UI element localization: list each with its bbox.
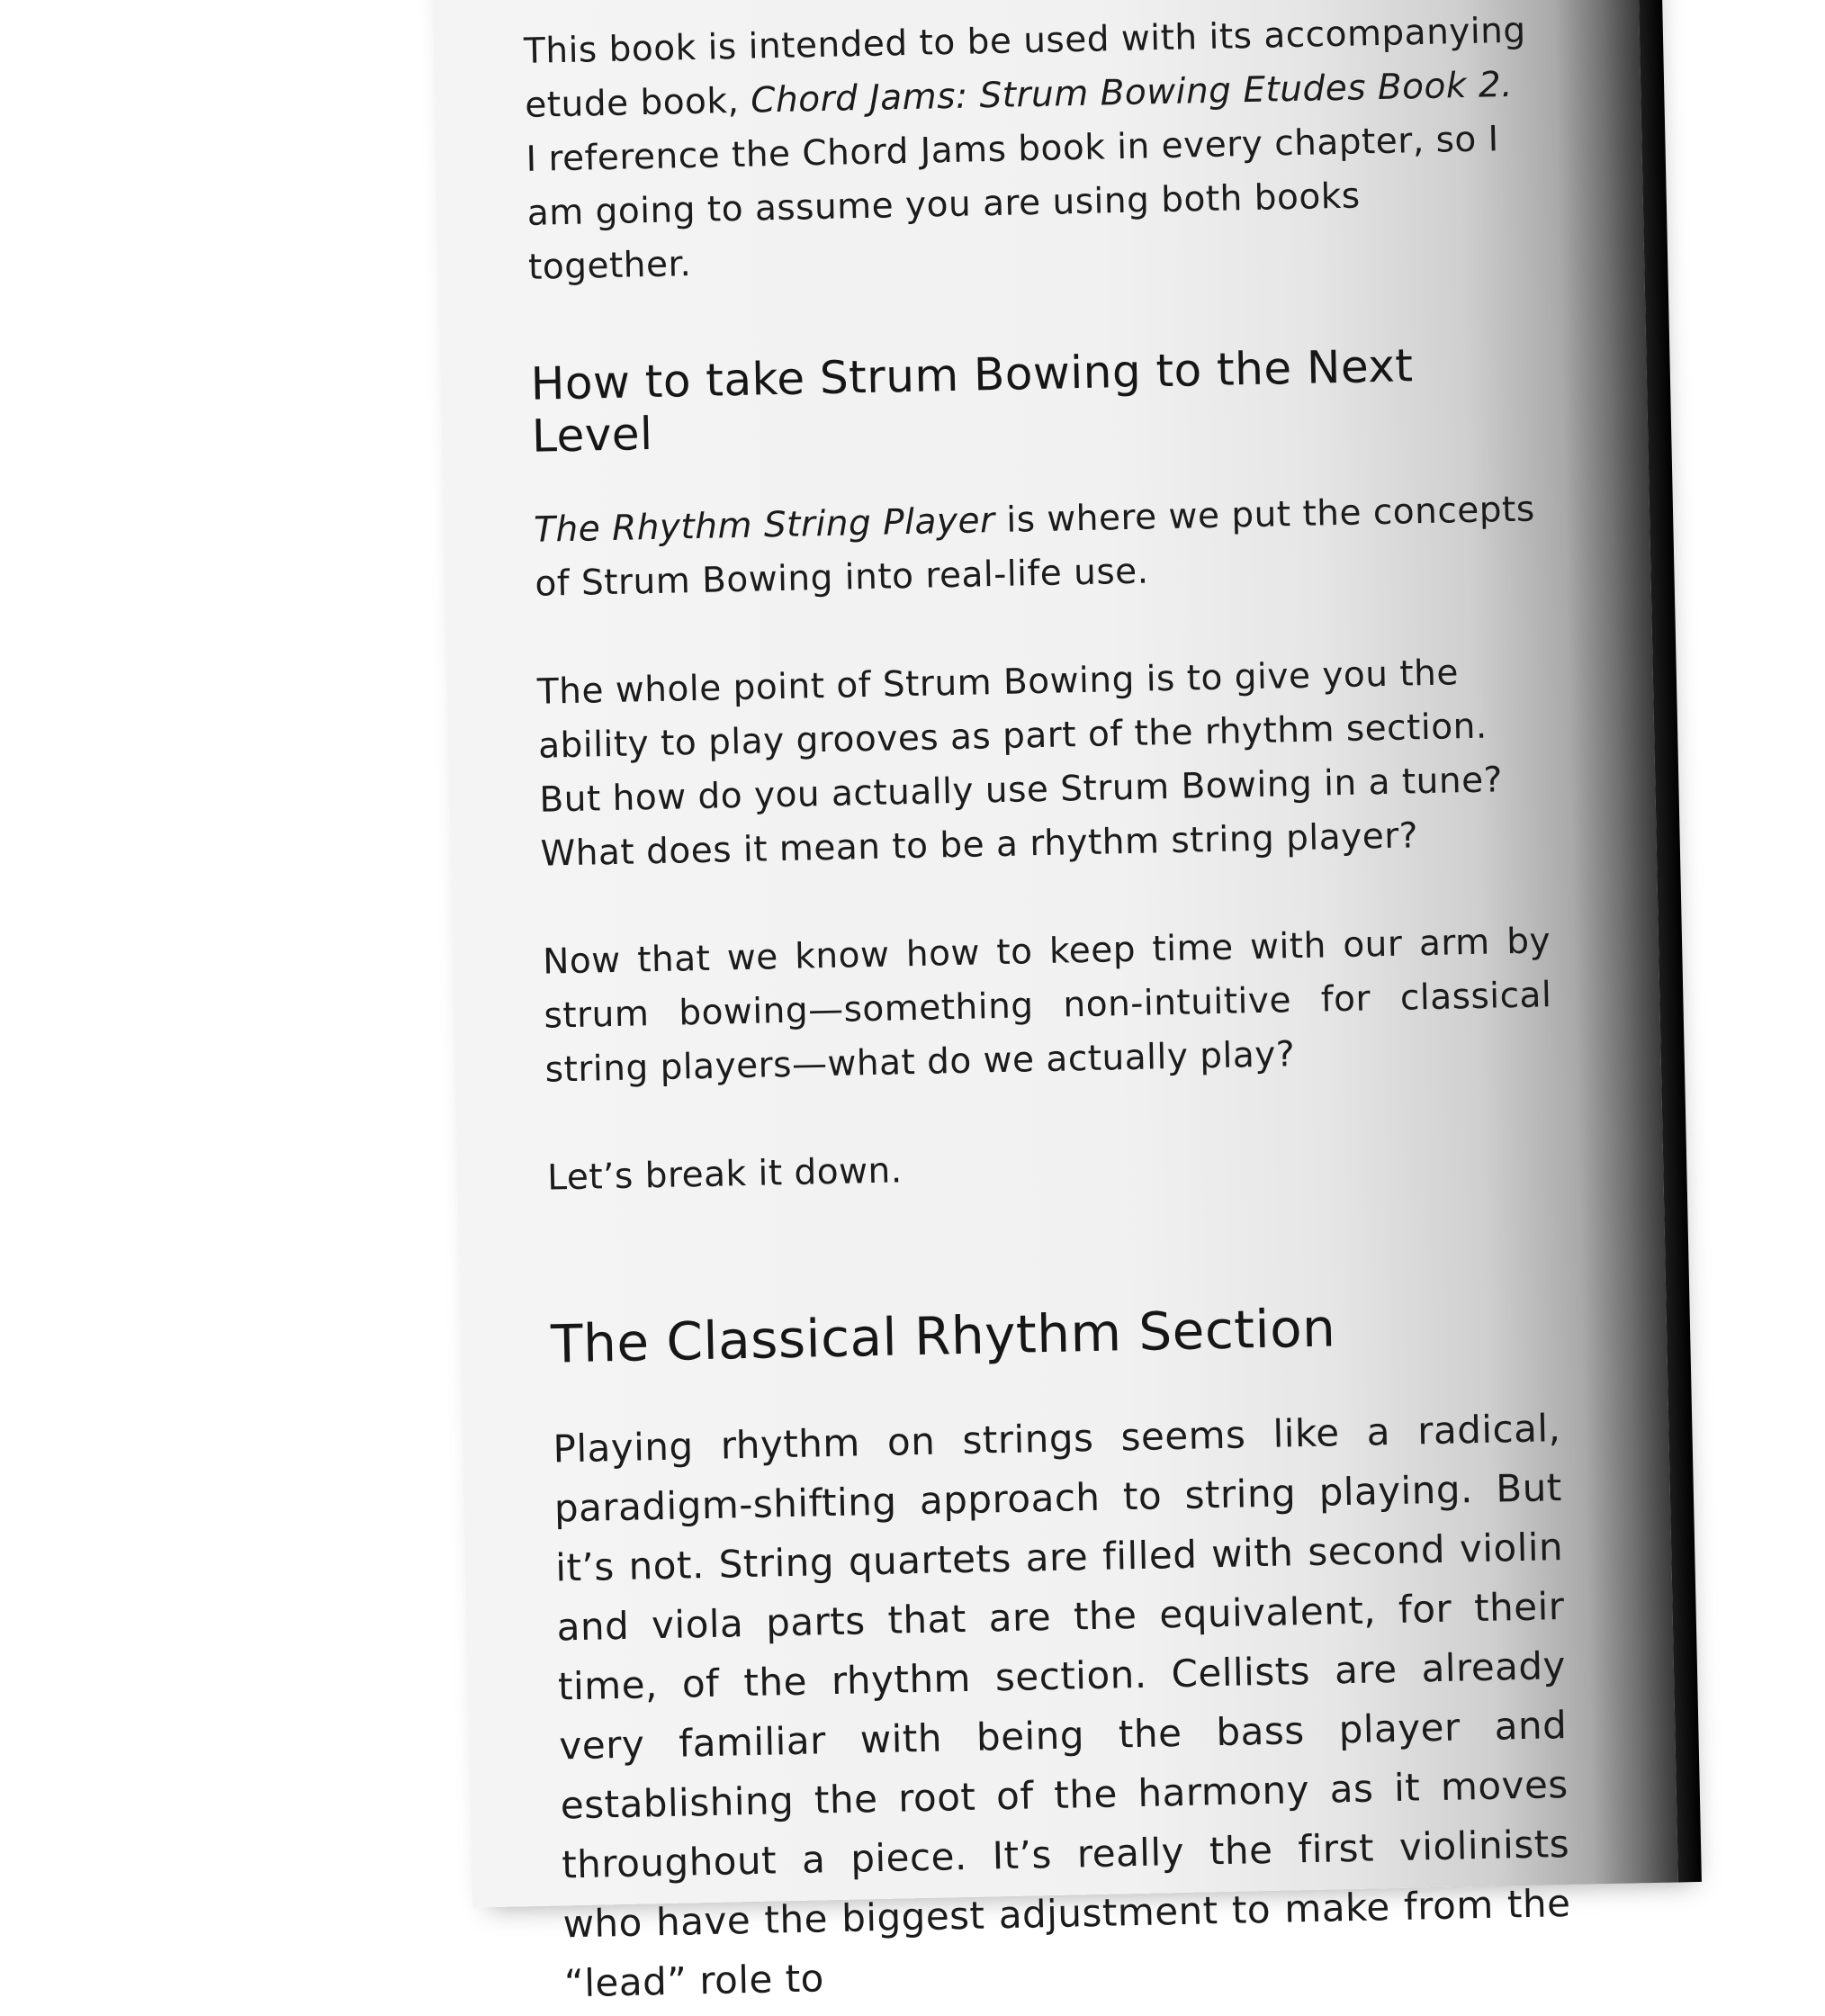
paragraph-whole-point: The whole point of Strum Bowing is to give you the ability to play grooves as part of the rhythm section. But how do you actually use Strum Bowing in a tune? What does it mean to be a rhythm string player? — [536, 652, 1504, 875]
intro-text-end: I reference the Chord Jams book in every chapter, so I am going to assume you are using both books together. — [526, 119, 1500, 288]
paragraph-playing-rhythm: Playing rhythm on strings seems like a radical, paradigm-shifting approach to string playing. But it’s not. String quartets are filled with second violin and viola parts that are the equivalent, for their time, of the rhythm section. Cellists are already very familiar with being the bass player and establishing the root of the harmony as it moves throughout a piece. It’s really the first violinists who have the biggest adjustment to make from the “lead” role to — [553, 1406, 1571, 2006]
intro-paragraph — [523, 4, 1536, 294]
intro-text-start: This book is intended to be used with its accompanying etude book, — [523, 10, 1527, 126]
paragraph-break-it-down: Let’s break it down. — [546, 1150, 904, 1199]
heading-classical-rhythm-section: The Classical Rhythm Section — [550, 1297, 1336, 1375]
heading-next-level: How to take Strum Bowing to the Next Level — [530, 339, 1415, 463]
etude-book-title: Chord Jams: Strum Bowing Etudes Book 2. — [750, 64, 1514, 122]
paragraph-rhythm-string-player — [534, 482, 1543, 611]
book-title-rhythm-string-player: The Rhythm String Player — [533, 500, 995, 551]
paragraph-rhythm-string-player-text: is where we put the concepts of Strum Bowing into real-life use. — [534, 489, 1536, 605]
book-page — [432, 0, 1678, 2006]
paragraph-keep-time: Now that we know how to keep time with our arm by strum bowing—something non-intuitive for classical string players—what do we actually play? — [542, 921, 1552, 1091]
page-content — [523, 4, 1572, 2013]
